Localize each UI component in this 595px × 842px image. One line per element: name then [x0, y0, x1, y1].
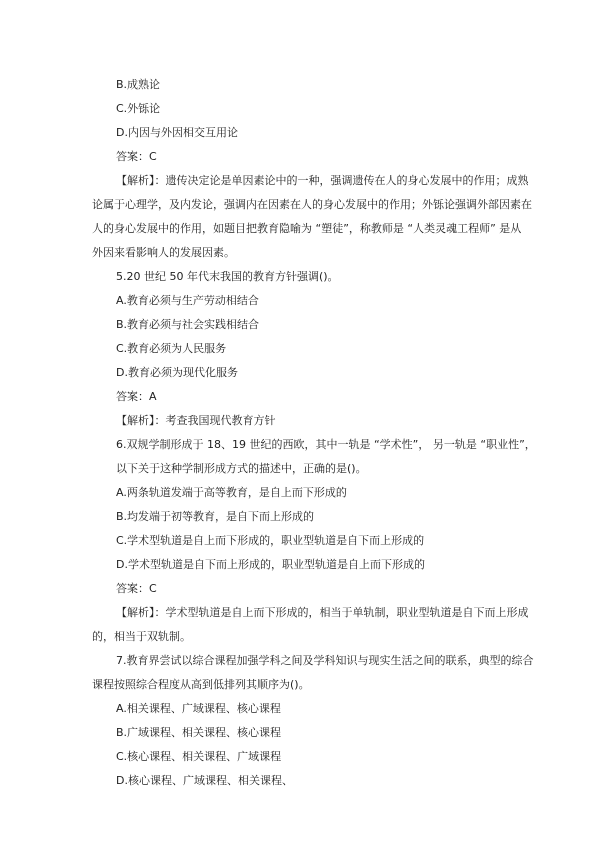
analysis-5: 【解析】：考查我国现代教育方针	[116, 414, 276, 427]
analysis-4-line-1: 【解析】：遗传决定论是单因素论中的一种，强调遗传在人的身心发展中的作用；成熟	[116, 174, 529, 187]
question-7-option-c: C.核心课程、相关课程、广域课程	[116, 750, 282, 763]
analysis-4-line-3: 人的身心发展中的作用，如题目把教育隐喻为 “塑徒”，称教师是 “人类灵魂工程师” 是从	[92, 222, 522, 235]
option-d-interaction: D.内因与外因相交互用论	[116, 126, 238, 139]
question-7-option-d: D.核心课程、广域课程、相关课程、	[116, 774, 293, 787]
analysis-4-line-4: 外因来看影响人的发展因素。	[92, 246, 235, 259]
option-b-maturation: B.成熟论	[116, 78, 161, 91]
option-c-external: C.外铄论	[116, 102, 161, 115]
question-7-option-b: B.广域课程、相关课程、核心课程	[116, 726, 282, 739]
analysis-6-line-1: 【解析】：学术型轨道是自上而下形成的，相当于单轨制，职业型轨道是自下而上形成	[116, 606, 529, 619]
question-6-option-b: B.均发端于初等教育，是自下而上形成的	[116, 510, 315, 523]
answer-5: 答案：A	[116, 390, 157, 403]
question-6-option-d: D.学术型轨道是自下而上形成的，职业型轨道是自上而下形成的	[116, 558, 425, 571]
question-6-option-a: A.两条轨道发端于高等教育，是自上而下形成的	[116, 486, 347, 499]
question-6-line-2: 以下关于这种学制形成方式的描述中，正确的是()。	[116, 462, 367, 475]
question-7-line-2: 课程按照综合程度从高到低排列其顺序为()。	[92, 678, 310, 691]
analysis-6-line-2: 的，相当于双轨制。	[92, 630, 191, 643]
question-7-line-1: 7.教育界尝试以综合课程加强学科之间及学科知识与现实生活之间的联系，典型的综合	[116, 654, 534, 667]
question-5-option-b: B.教育必须与社会实践相结合	[116, 318, 260, 331]
analysis-4-line-2: 论属于心理学，及内发论，强调内在因素在人的身心发展中的作用；外铄论强调外部因素在	[92, 198, 532, 211]
answer-6: 答案：C	[116, 582, 157, 595]
question-7-option-a: A.相关课程、广域课程、核心课程	[116, 702, 281, 715]
question-6-line-1: 6.双规学制形成于 18、19 世纪的西欧，其中一轨是 “学术性”， 另一轨是 “职业性”，	[116, 438, 536, 451]
question-5-option-c: C.教育必须为人民服务	[116, 342, 227, 355]
question-5-option-a: A.教育必须与生产劳动相结合	[116, 294, 259, 307]
question-5: 5.20 世纪 50 年代末我国的教育方针强调()。	[116, 270, 339, 283]
question-5-option-d: D.教育必须为现代化服务	[116, 366, 238, 379]
question-6-option-c: C.学术型轨道是自上而下形成的，职业型轨道是自下而上形成的	[116, 534, 425, 547]
answer-4: 答案：C	[116, 150, 157, 163]
